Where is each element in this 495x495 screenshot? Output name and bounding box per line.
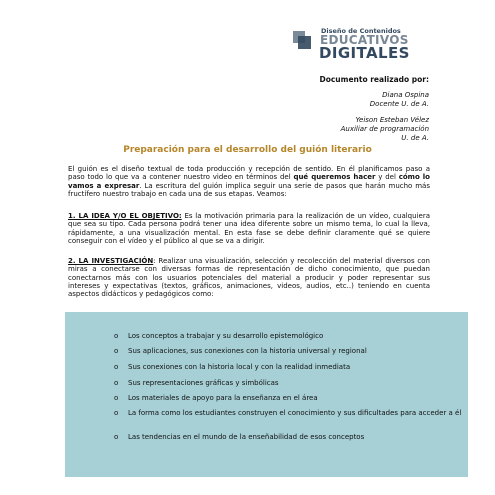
intro-text-3: . La escritura del guión implica seguir una serie de pasos que harán mucho más fructífero nuestro trabajo en cada una de sus etapas. Veamos: bbox=[68, 181, 430, 198]
author2-role: Auxiliar de programación bbox=[340, 125, 429, 133]
bullet-icon: o bbox=[114, 379, 119, 387]
credits-heading: Documento realizado por: bbox=[319, 75, 429, 84]
idea-label: 1. LA IDEA Y/O EL OBJETIVO: bbox=[68, 212, 182, 220]
intro-bold-1: qué queremos hacer bbox=[293, 173, 376, 182]
intro-text-1: El guión es el diseño textual de toda producción y recepción de sentido. En él planificamos paso a paso todo lo que va a contener nuestro video en términos del bbox=[68, 165, 430, 182]
author1-role: Docente U. de A. bbox=[369, 100, 429, 108]
list-item-text: Sus conexiones con la historia local y con la realidad inmediata bbox=[128, 363, 351, 371]
idea-paragraph bbox=[68, 212, 430, 245]
bullet-icon: o bbox=[114, 394, 119, 402]
credits-block bbox=[319, 75, 429, 143]
bullet-icon: o bbox=[114, 347, 119, 355]
list-item-text: Sus representaciones gráficas y simbólicas bbox=[128, 379, 279, 387]
aspects-list-box bbox=[65, 312, 468, 477]
author2-name: Yeison Esteban Vélez bbox=[355, 116, 429, 124]
author1-name: Diana Ospina bbox=[382, 91, 429, 99]
bullet-icon: o bbox=[114, 363, 119, 371]
research-paragraph bbox=[68, 257, 430, 298]
logo bbox=[293, 27, 443, 62]
research-text: : Realizar una visualización, selección y recolección del material diversos con miras a conectarse con diversas formas de representación de dicho conocimiento, que puedan conectarnos más con los usuarios potenciales del material a producir y poder representar sus intereses y expectativas (textos, gráficos, animaciones, videos, audios, etc..) teniendo en cuenta aspectos didácticos y pedagógicos como: bbox=[68, 257, 430, 299]
bullet-icon: o bbox=[114, 409, 119, 417]
research-label: 2. LA INVESTIGACIÓN bbox=[68, 257, 154, 265]
logo-line-1: Diseño de Contenidos bbox=[321, 27, 401, 35]
intro-text-2: y del bbox=[375, 173, 399, 182]
idea-text: Es la motivación primaria para la realización de un vídeo, cualquiera que sea su tipo. Cada persona podrá tener una idea diferente sobre un mismo tema, lo cual la lleva, rápidamente, a una visualización mental. En esta fase se debe definir claramente qué se quiere conseguir con el vídeo y el público al que se va a dirigir. bbox=[68, 212, 430, 245]
list-item-text: La forma como los estudiantes construyen el conocimiento y sus dificultades para acceder a él bbox=[128, 409, 462, 417]
bullet-icon: o bbox=[114, 332, 119, 340]
list-item-text: Los materiales de apoyo para la enseñanza en el área bbox=[128, 394, 318, 402]
bullet-icon: o bbox=[114, 433, 119, 441]
intro-bold-2: cómo lo vamos a expresar bbox=[68, 173, 430, 190]
author2-org: U. de A. bbox=[401, 134, 429, 142]
logo-line-2: EDUCATIVOS bbox=[320, 33, 409, 47]
logo-line-3: DIGITALES bbox=[319, 44, 410, 62]
intro-paragraph bbox=[68, 165, 430, 198]
list-item-text: Los conceptos a trabajar y su desarrollo epistemológico bbox=[128, 332, 324, 340]
list-item-text: Sus aplicaciones, sus conexiones con la historia universal y regional bbox=[128, 347, 367, 355]
list-item-text: Las tendencias en el mundo de la enseñabilidad de esos conceptos bbox=[128, 433, 365, 441]
logo-square-icon bbox=[298, 36, 311, 49]
document-title: Preparación para el desarrollo del guión literario bbox=[123, 145, 372, 155]
